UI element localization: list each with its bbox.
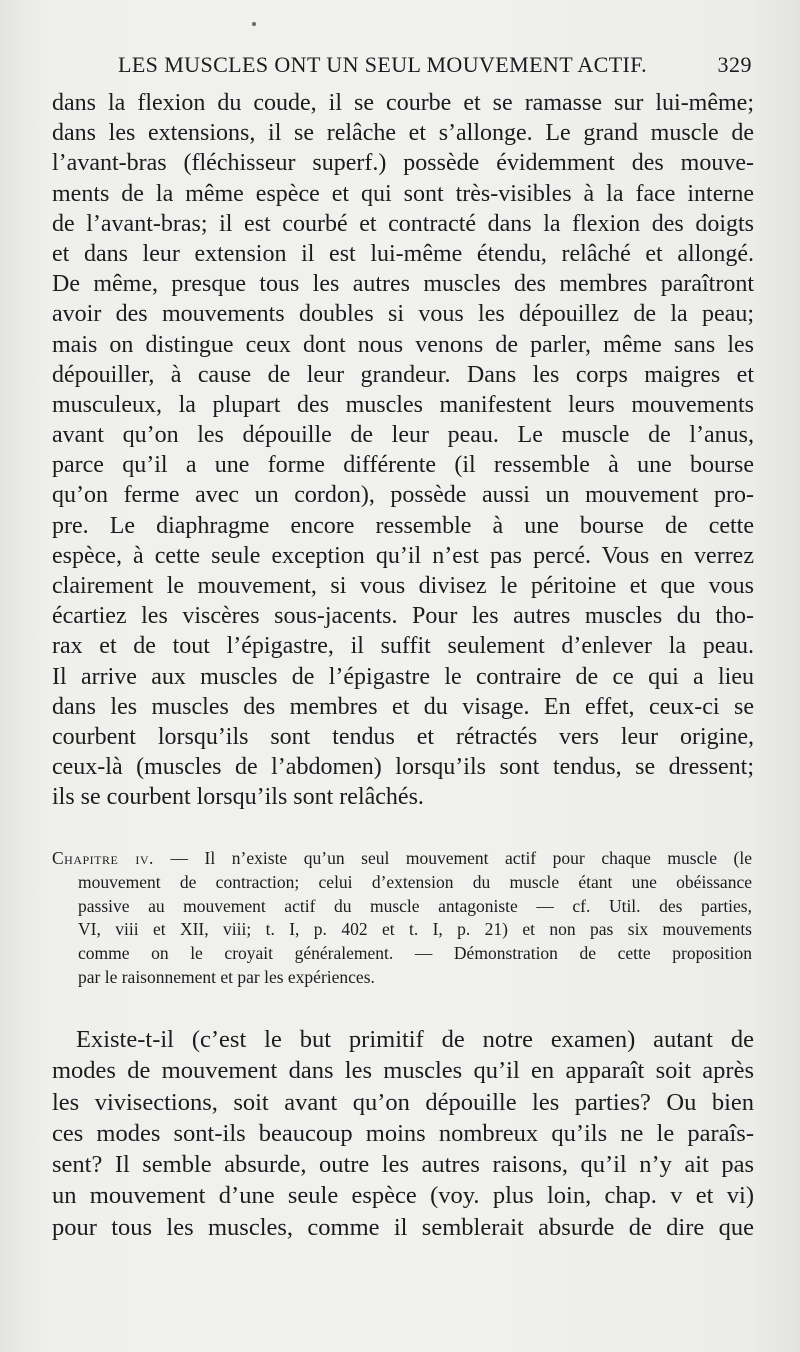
summary-line: par le raisonnement et par les expériences. bbox=[78, 966, 375, 987]
paragraph-second bbox=[52, 1024, 754, 1243]
text-line: dans la flexion du coude, il se courbe et se ramasse sur lui-même; bbox=[52, 90, 754, 116]
text-line: avoir des mouvements doubles si vous les dépouillez de la peau; bbox=[52, 301, 754, 328]
ink-speck bbox=[252, 22, 256, 26]
text-line: l’avant-bras (fléchisseur superf.) possède évidemment des mouve- bbox=[52, 150, 754, 177]
running-header bbox=[52, 52, 752, 82]
text-line: sent? Il semble absurde, outre les autres raisons, qu’il n’y ait pas bbox=[52, 1151, 754, 1179]
text-line: ceux-là (muscles de l’abdomen) lorsqu’ils sont tendus, se dressent; bbox=[52, 754, 754, 781]
text-line: ces modes sont-ils beaucoup moins nombreux qu’ils ne le paraîs- bbox=[52, 1119, 754, 1147]
text-line: un mouvement d’une seule espèce (voy. plus loin, chap. v et vi) bbox=[52, 1182, 754, 1210]
text-line: pour tous les muscles, comme il semblerait absurde de dire que bbox=[52, 1213, 754, 1241]
summary-line: VI, viii et XII, viii; t. I, p. 402 et t. I, p. 21) et non pas six mouvements bbox=[78, 919, 752, 940]
text-line: avant qu’on les dépouille de leur peau. Le muscle de l’anus, bbox=[52, 422, 754, 449]
running-title: LES MUSCLES ONT UN SEUL MOUVEMENT ACTIF. bbox=[118, 52, 648, 77]
text-line: clairement le mouvement, si vous divisez le péritoine et que vous bbox=[52, 573, 754, 599]
summary-line: comme on le croyait généralement. — Démonstration de cette proposition bbox=[78, 943, 752, 964]
text-line: de l’avant-bras; il est courbé et contracté dans la flexion des doigts bbox=[52, 210, 754, 237]
text-line: rax et de tout l’épigastre, il suffit seulement d’enlever la peau. bbox=[52, 633, 754, 660]
text-line: dans les muscles des membres et du visage. En effet, ceux-ci se bbox=[52, 693, 754, 720]
summary-line bbox=[52, 847, 752, 871]
text-line: ils se courbent lorsqu’ils sont relâchés. bbox=[52, 784, 424, 811]
chapter-summary bbox=[52, 847, 752, 990]
text-line: courbent lorsqu’ils sont tendus et rétractés vers leur origine, bbox=[52, 723, 754, 750]
page-number: 329 bbox=[717, 52, 752, 77]
paragraph-main bbox=[52, 88, 754, 813]
text-line: espèce, à cette seule exception qu’il n’est pas percé. Vous en verrez bbox=[52, 542, 754, 569]
text-line: parce qu’il a une forme différente (il ressemble à une bourse bbox=[52, 452, 754, 479]
text-line: mais on distingue ceux dont nous venons de parler, même sans les bbox=[52, 331, 754, 358]
text-line: dans les extensions, il se relâche et s’allonge. Le grand muscle de bbox=[52, 120, 754, 147]
summary-text: — Il n’existe qu’un seul mouvement actif pour chaque muscle (le bbox=[170, 848, 753, 868]
text-line: les vivisections, soit avant qu’on dépouille les parties? Ou bien bbox=[52, 1088, 754, 1116]
text-line: musculeux, la plupart des muscles manifestent leurs mouvements bbox=[52, 391, 754, 418]
text-line: dépouiller, à cause de leur grandeur. Dans les corps maigres et bbox=[52, 361, 754, 388]
chapter-label: Chapitre iv. bbox=[52, 848, 154, 868]
text-line: De même, presque tous les autres muscles des membres paraîtront bbox=[52, 271, 754, 298]
text-line: pre. Le diaphragme encore ressemble à une bourse de cette bbox=[52, 512, 754, 539]
text-line: et dans leur extension il est lui-même étendu, relâché et allongé. bbox=[52, 240, 754, 267]
text-line: modes de mouvement dans les muscles qu’il en apparaît soit après bbox=[52, 1057, 754, 1085]
text-line: qu’on ferme avec un cordon), possède aussi un mouvement pro- bbox=[52, 482, 754, 509]
text-line: ments de la même espèce et qui sont très-visibles à la face interne bbox=[52, 180, 754, 207]
summary-line: passive au mouvement actif du muscle antagoniste — cf. Util. des parties, bbox=[78, 895, 752, 916]
text-line: Il arrive aux muscles de l’épigastre le contraire de ce qui a lieu bbox=[52, 663, 754, 690]
text-line: Existe-t-il (c’est le but primitif de notre examen) autant de bbox=[76, 1026, 754, 1053]
text-line: écartiez les viscères sous-jacents. Pour les autres muscles du tho- bbox=[52, 603, 754, 630]
summary-line: mouvement de contraction; celui d’extension du muscle étant une obéissance bbox=[78, 871, 752, 892]
